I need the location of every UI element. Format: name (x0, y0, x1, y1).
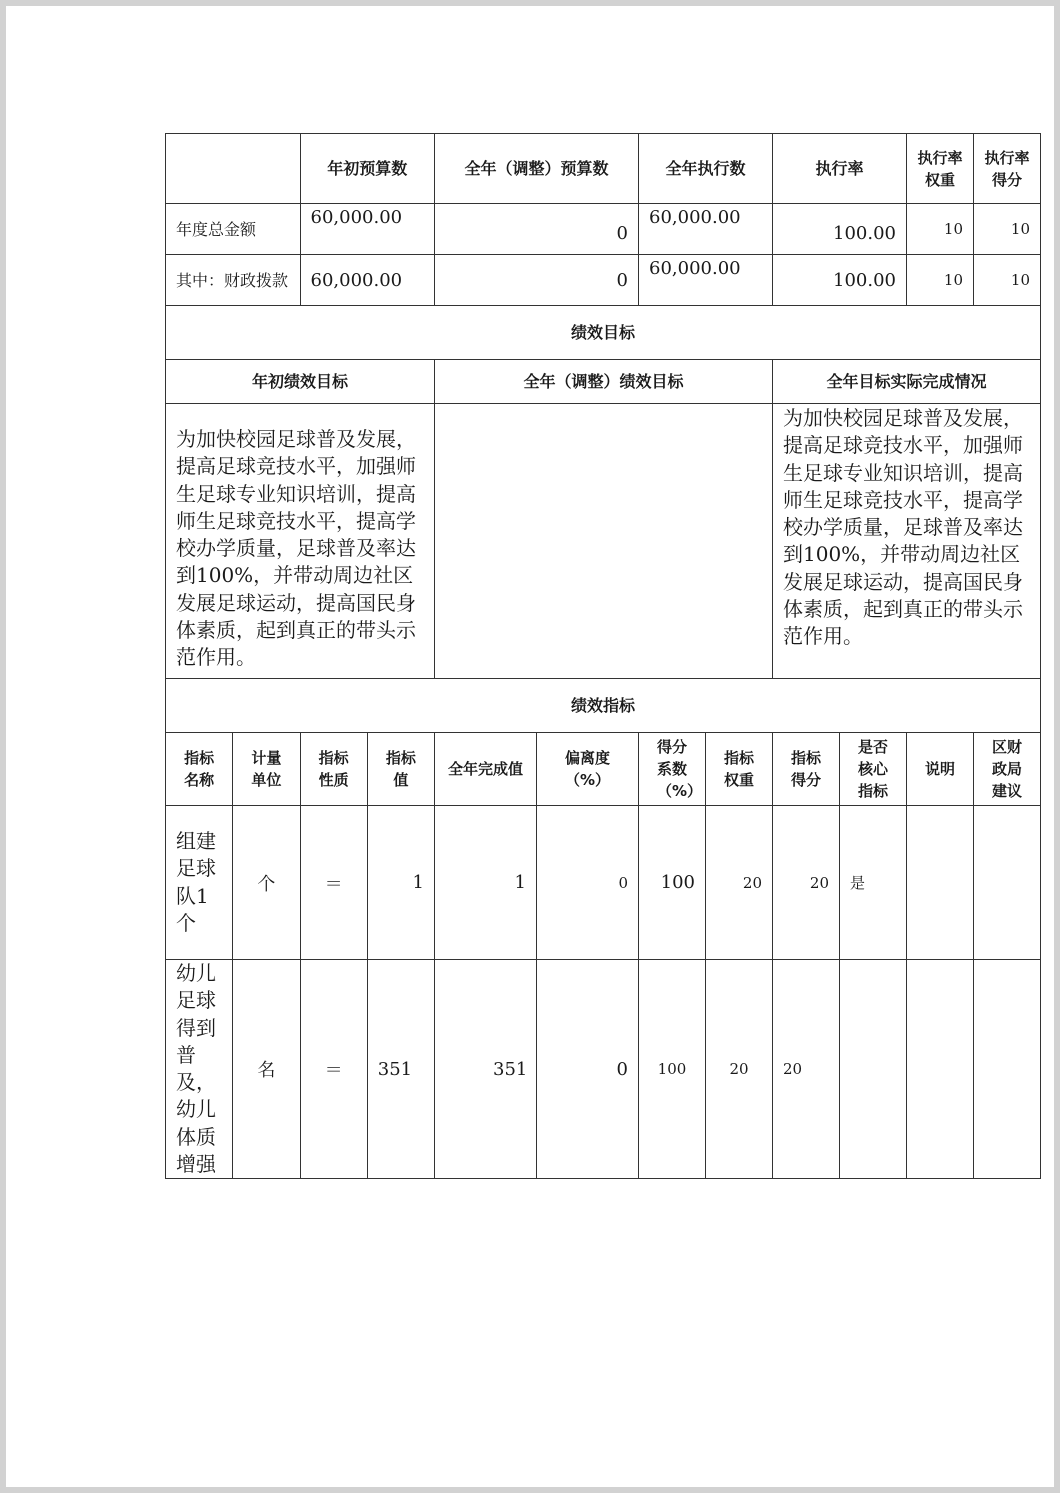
budget-rate-value: 100.00 (773, 255, 907, 306)
indicator-completed: 1 (435, 806, 537, 960)
indicator-deviation: 0 (537, 960, 639, 1179)
indicator-note (907, 960, 974, 1179)
goals-section-title: 绩效目标 (166, 306, 1041, 360)
goals-title-row (166, 306, 1041, 360)
budget-adjusted-value: 0 (435, 255, 639, 306)
indicator-core: 是 (840, 806, 907, 960)
goals-header-adjusted: 全年（调整）绩效目标 (435, 360, 773, 404)
budget-executed-value: 60,000.00 (639, 255, 773, 306)
indicator-nature: ＝ (300, 806, 367, 960)
indicator-header-coefficient: 得分系数（%） (639, 733, 706, 806)
indicator-coefficient: 100 (639, 806, 706, 960)
goals-header-actual: 全年目标实际完成情况 (773, 360, 1041, 404)
budget-rate-value: 100.00 (773, 204, 907, 255)
indicator-core (840, 960, 907, 1179)
indicator-header-deviation: 偏离度（%） (537, 733, 639, 806)
indicator-deviation: 0 (537, 806, 639, 960)
indicator-name: 幼儿足球得到普及，幼儿体质增强 (166, 960, 233, 1179)
indicator-completed: 351 (435, 960, 537, 1179)
indicator-note (907, 806, 974, 960)
indicators-title-row (166, 679, 1041, 733)
budget-header-adjusted: 全年（调整）预算数 (435, 134, 639, 204)
indicator-unit: 个 (233, 806, 300, 960)
budget-score-value: 10 (974, 255, 1041, 306)
budget-score-value: 10 (974, 204, 1041, 255)
indicator-nature: ＝ (300, 960, 367, 1179)
budget-row (166, 255, 1041, 306)
budget-header-blank (166, 134, 301, 204)
budget-weight-value: 10 (907, 255, 974, 306)
budget-initial-value: 60,000.00 (300, 255, 435, 306)
goals-content-row (166, 404, 1041, 679)
budget-executed-value: 60,000.00 (639, 204, 773, 255)
indicator-header-note: 说明 (907, 733, 974, 806)
budget-adjusted-value: 0 (435, 204, 639, 255)
indicator-advice (974, 806, 1041, 960)
budget-header-row (166, 134, 1041, 204)
goals-header-initial: 年初绩效目标 (166, 360, 435, 404)
indicator-row (166, 806, 1041, 960)
indicator-weight: 20 (706, 960, 773, 1179)
indicator-coefficient: 100 (639, 960, 706, 1179)
indicator-advice (974, 960, 1041, 1179)
budget-weight-value: 10 (907, 204, 974, 255)
indicator-weight: 20 (706, 806, 773, 960)
indicator-unit: 名 (233, 960, 300, 1179)
indicator-header-name: 指标名称 (166, 733, 233, 806)
budget-header-rate: 执行率 (773, 134, 907, 204)
indicator-header-value: 指标值 (367, 733, 434, 806)
actual-completion-text: 为加快校园足球普及发展，提高足球竞技水平，加强师生足球专业知识培训，提高师生足球竞技水平，提高学校办学质量，足球普及率达到100%，并带动周边社区发展足球运动，提高国民身体素质，起到真正的带头示范作用。 (773, 404, 1041, 679)
indicators-header-row (166, 733, 1041, 806)
indicator-value: 1 (367, 806, 434, 960)
indicator-name: 组建足球队1个 (166, 806, 233, 960)
indicator-header-advice: 区财政局建议 (974, 733, 1041, 806)
budget-header-score: 执行率得分 (974, 134, 1041, 204)
budget-row-label: 年度总金额 (166, 204, 301, 255)
adjusted-goal-text (435, 404, 773, 679)
indicator-header-core: 是否核心指标 (840, 733, 907, 806)
indicator-value: 351 (367, 960, 434, 1179)
initial-goal-text: 为加快校园足球普及发展，提高足球竞技水平，加强师生足球专业知识培训，提高师生足球竞技水平，提高学校办学质量，足球普及率达到100%，并带动周边社区发展足球运动，提高国民身体素质，起到真正的带头示范作用。 (166, 404, 435, 679)
indicator-header-nature: 指标性质 (300, 733, 367, 806)
budget-row-label: 其中：财政拨款 (166, 255, 301, 306)
budget-header-weight: 执行率权重 (907, 134, 974, 204)
budget-header-executed: 全年执行数 (639, 134, 773, 204)
budget-header-initial: 年初预算数 (300, 134, 435, 204)
indicator-header-completed: 全年完成值 (435, 733, 537, 806)
indicator-score: 20 (773, 960, 840, 1179)
indicator-score: 20 (773, 806, 840, 960)
budget-row (166, 204, 1041, 255)
performance-table (165, 133, 1041, 1179)
indicator-row (166, 960, 1041, 1179)
indicator-header-score: 指标得分 (773, 733, 840, 806)
indicator-header-unit: 计量单位 (233, 733, 300, 806)
budget-initial-value: 60,000.00 (300, 204, 435, 255)
indicator-header-weight: 指标权重 (706, 733, 773, 806)
goals-header-row (166, 360, 1041, 404)
indicators-section-title: 绩效指标 (166, 679, 1041, 733)
